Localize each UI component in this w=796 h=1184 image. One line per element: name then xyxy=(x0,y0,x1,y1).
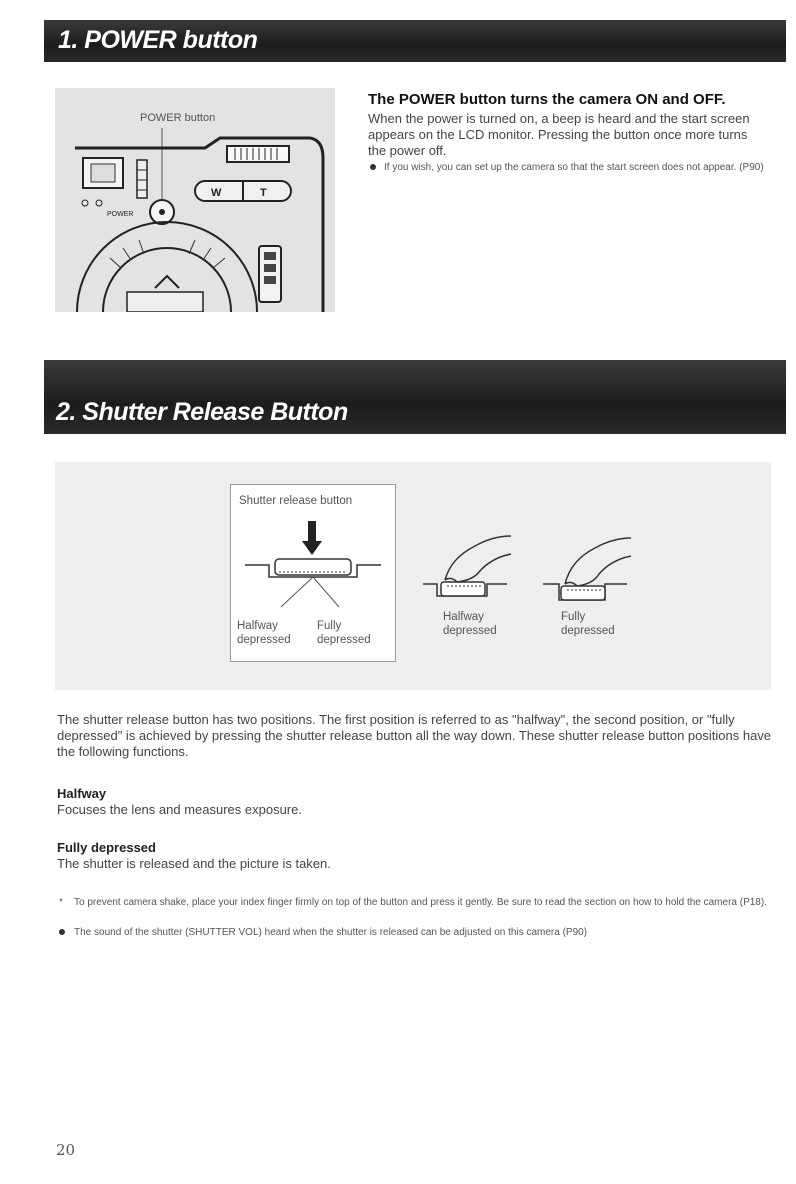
power-note-text: If you wish, you can set up the camera so that the start screen does not appear. (P90) xyxy=(384,162,764,173)
power-heading: The POWER button turns the camera ON and OFF. xyxy=(368,91,726,108)
fully-depressed-heading: Fully depressed xyxy=(57,840,156,855)
camera-top-photo xyxy=(55,88,335,312)
section-1-banner xyxy=(44,20,786,62)
power-description: When the power is turned on, a beep is heard and the start screen appears on the LCD monitor. Pressing the button once more turns the power off. xyxy=(368,111,750,158)
shutter-button-diagram xyxy=(230,484,396,662)
fully-depressed-description: The shutter is released and the picture is taken. xyxy=(57,856,331,871)
camera-illustration xyxy=(55,88,335,312)
footnote-shutter-sound-text: The sound of the shutter (SHUTTER VOL) heard when the shutter is released can be adjusted on this camera (P90) xyxy=(74,927,588,938)
shutter-diagram-panel xyxy=(55,462,771,690)
finger-fully-label: Fully depressed xyxy=(561,611,615,637)
finger-fully-illustration xyxy=(537,524,647,604)
footnote-camera-shake-text: To prevent camera shake, place your index finger firmly on top of the button and press it gently. Be sure to read the section on how to hold the camera (P18). xyxy=(74,897,767,908)
section-2-title: 2. Shutter Release Button xyxy=(56,398,348,426)
box-fully-label: Fully depressed xyxy=(317,620,371,646)
page-number: 20 xyxy=(56,1141,76,1159)
power-note xyxy=(368,161,768,174)
finger-halfway-illustration xyxy=(417,524,527,604)
shutter-explanation: The shutter release button has two positions. The first position is referred to as "halfway", the second position, or "fully depressed" is achieved by pressing the shutter release button all the way down. These shutter release button positions have the following functions. xyxy=(57,712,772,759)
power-button-callout: POWER button xyxy=(140,112,216,124)
camera-power-text: POWER xyxy=(107,211,134,218)
finger-halfway-label: Halfway depressed xyxy=(443,611,497,637)
bullet-icon xyxy=(59,929,65,935)
section-1-title: 1. POWER button xyxy=(58,26,258,54)
box-halfway-label: Halfway depressed xyxy=(237,620,291,646)
zoom-t-label: T xyxy=(260,187,267,199)
power-intro xyxy=(368,90,768,174)
footnote-camera-shake xyxy=(57,896,773,909)
section-2-banner xyxy=(44,360,786,434)
footnote-shutter-sound xyxy=(57,926,773,939)
bullet-icon xyxy=(370,164,376,170)
asterisk-mark: * xyxy=(59,897,63,908)
zoom-w-label: W xyxy=(211,187,222,199)
shutter-diagram-title: Shutter release button xyxy=(239,495,353,507)
halfway-heading: Halfway xyxy=(57,786,107,801)
halfway-description: Focuses the lens and measures exposure. xyxy=(57,802,302,817)
